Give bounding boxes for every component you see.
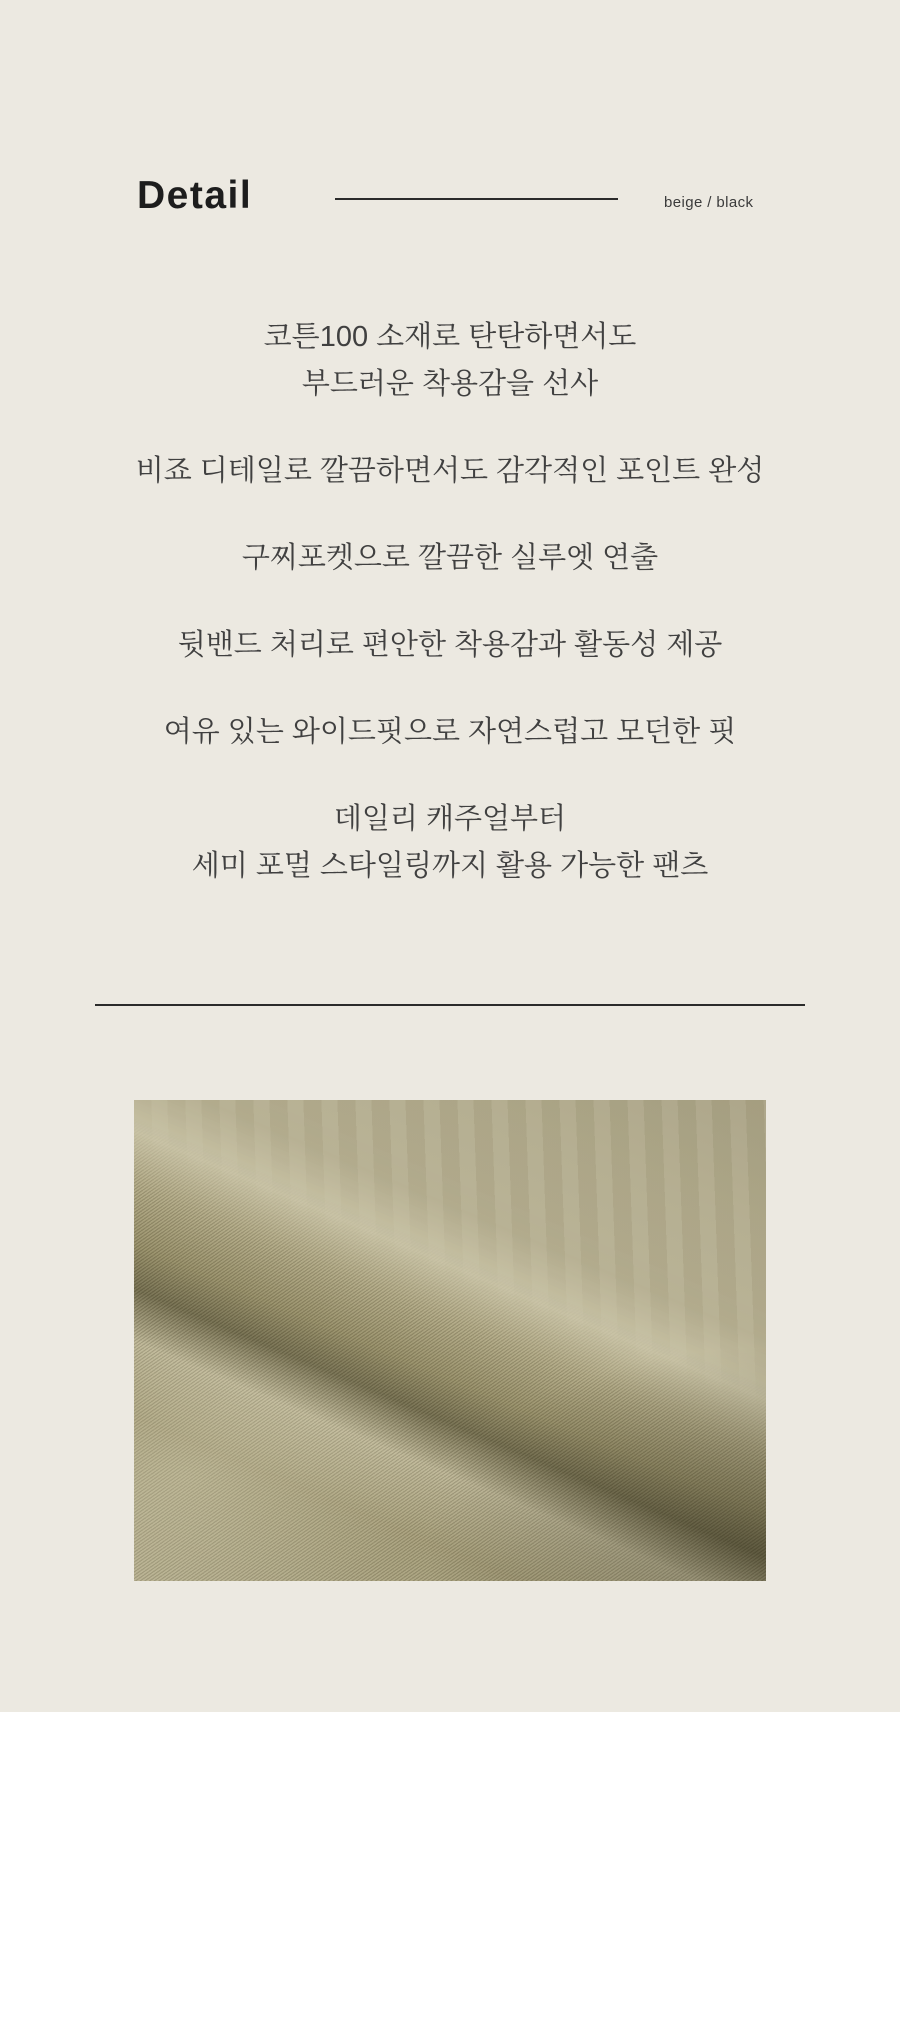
description-line: 구찌포켓으로 깔끔한 실루엣 연출: [241, 542, 659, 574]
product-description: [40, 314, 860, 890]
description-line: 세미 포멀 스타일링까지 활용 가능한 팬츠: [191, 850, 709, 882]
description-line: 여유 있는 와이드핏으로 자연스럽고 모던한 핏: [163, 716, 737, 748]
description-line: 데일리 캐주얼부터: [333, 803, 567, 835]
header-divider-line: [335, 198, 618, 200]
description-line: 부드러운 착용감을 선사: [301, 368, 599, 400]
description-paragraph: [40, 314, 860, 408]
section-title: Detail: [137, 174, 253, 217]
description-paragraph: [40, 796, 860, 890]
bottom-white-section: [0, 1712, 900, 2024]
fabric-fold-sheen: [134, 1100, 766, 1581]
description-paragraph: [40, 448, 860, 495]
description-paragraph: [40, 622, 860, 669]
description-line: 코튼100 소재로 탄탄하면서도: [263, 321, 637, 353]
color-options-label: beige / black: [664, 194, 754, 211]
content-divider-line: [95, 1004, 805, 1006]
description-paragraph: [40, 535, 860, 582]
description-paragraph: [40, 709, 860, 756]
description-line: 비죠 디테일로 깔끔하면서도 감각적인 포인트 완성: [135, 455, 765, 487]
fabric-closeup-image: [134, 1100, 766, 1581]
description-line: 뒷밴드 처리로 편안한 착용감과 활동성 제공: [177, 629, 723, 661]
